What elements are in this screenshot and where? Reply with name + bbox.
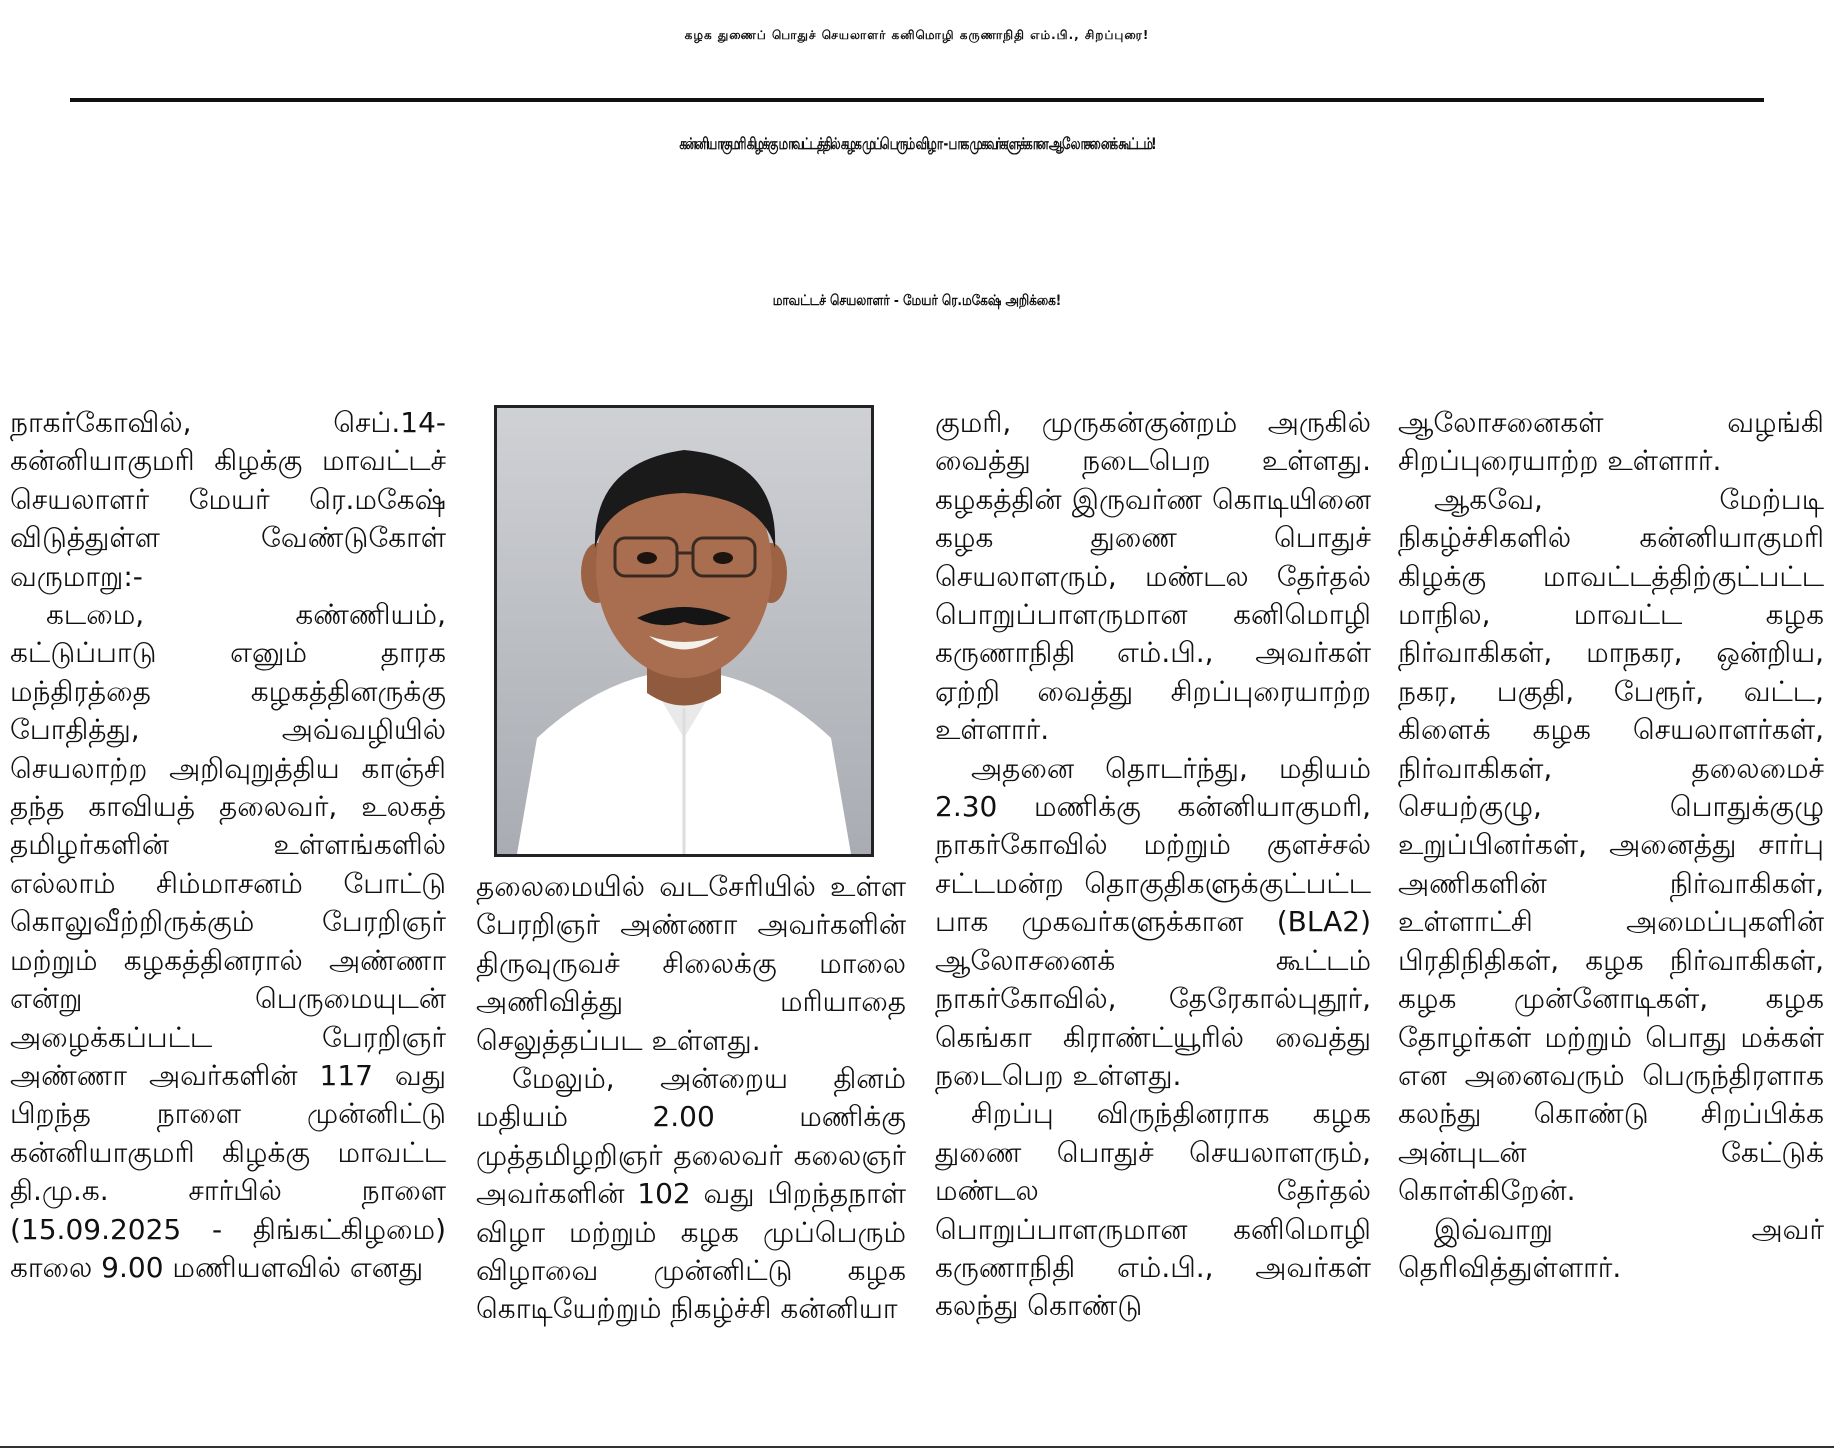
paragraph: ஆகவே, மேற்படி நிகழ்ச்சிகளில் கன்னியாகுமரி கிழக்கு மாவட்டத்திற்குட்பட்ட மாநில, மாவட்ட கழக நிர்வாகிகள், மாநகர, ஒன்றிய, நகர, பகுதி, பேரூர், வட்ட, கிளைக் கழக செயலாளர்கள், நிர்வாகிகள், தலைமைச் செயற்குழு, பொதுக்குழு உறுப்பினர்கள், அனைத்து சார்பு அணிகளின் நிர்வாகிகள், உள்ளாட்சி அமைப்புகளின் பிரதிநிதிகள், கழக நிர்வாகிகள், கழக முன்னோடிகள், கழக தோழர்கள் மற்றும் பொது மக்கள் என அனைவரும் பெருந்திரளாக கலந்து கொண்டு சிறப்பிக்க அன்புடன் கேட்டுக் கொள்கிறேன்.: [1398, 482, 1824, 1208]
portrait-photo: [494, 405, 874, 857]
paragraph: குமரி, முருகன்குன்றம் அருகில் வைத்து நடைபெற உள்ளது. கழகத்தின் இருவர்ண கொடியினை கழக துணை பொதுச் செயலாளரும், மண்டல தேர்தல் பொறுப்பாளருமான கனிமொழி கருணாநிதி எம்.பி., அவர்கள் ஏற்றி வைத்து சிறப்புரையாற்ற உள்ளார்.: [935, 406, 1371, 747]
paragraph: ஆலோசனைகள் வழங்கி சிறப்புரையாற்ற உள்ளார்.: [1398, 406, 1824, 478]
subheadline: மாவட்டச் செயலாளர் - மேயர் ரெ.மகேஷ் அறிக்கை!: [772, 292, 1062, 309]
bottom-rule: [0, 1446, 1834, 1448]
article-column-2: [476, 868, 906, 1450]
article-column-4: [1398, 404, 1824, 1450]
portrait-photo-icon: [497, 408, 871, 854]
paragraph: சிறப்பு விருந்தினராக கழக துணை பொதுச் செயலாளரும், மண்டல தேர்தல் பொறுப்பாளருமான கனிமொழி கருணாநிதி எம்.பி., அவர்கள் கலந்து கொண்டு: [935, 1097, 1371, 1323]
paragraph: அதனை தொடர்ந்து, மதியம் 2.30 மணிக்கு கன்னியாகுமரி, நாகர்கோவில் மற்றும் குளச்சல் சட்டமன்ற தொகுதிகளுக்குட்பட்ட பாக முகவர்களுக்கான (BLA2) ஆலோசனைக் கூட்டம் நாகர்கோவில், தேரேகால்புதூர், கெங்கா கிராண்ட்யூரில் வைத்து நடைபெற உள்ளது.: [935, 751, 1371, 1092]
paragraph: மேலும், அன்றைய தினம் மதியம் 2.00 மணிக்கு முத்தமிழறிஞர் தலைவர் கலைஞர் அவர்களின் 102 வது பிறந்தநாள் விழா மற்றும் கழக முப்பெரும் விழாவை முன்னிட்டு கழக கொடியேற்றும் நிகழ்ச்சி கன்னியா: [476, 1062, 906, 1326]
headline: கன்னியாகுமரி கிழக்கு மாவட்டத்தில் கழக முப்பெரும் விழா - பாக முகவர்களுக்கான ஆலோசனைக் கூட்டம்!: [679, 134, 1155, 153]
article-column-1: [10, 404, 446, 1450]
dateline-paragraph: நாகர்கோவில், செப்.14- கன்னியாகுமரி கிழக்கு மாவட்டச் செயலாளர் மேயர் ரெ.மகேஷ் விடுத்துள்ள வேண்டுகோள் வருமாறு:-: [10, 406, 446, 593]
paragraph: கடமை, கண்ணியம், கட்டுப்பாடு எனும் தாரக மந்திரத்தை கழகத்தினருக்கு போதித்து, அவ்வழியில் செயலாற்ற அறிவுறுத்திய காஞ்சி தந்த காவியத் தலைவர், உலகத் தமிழர்களின் உள்ளங்களில் எல்லாம் சிம்மாசனம் போட்டு கொலுவீற்றிருக்கும் பேரறிஞர் மற்றும் கழகத்தினரால் அண்ணா என்று பெருமையுடன் அழைக்கப்பட்ட பேரறிஞர் அண்ணா அவர்களின் 117 வது பிறந்த நாளை முன்னிட்டு கன்னியாகுமரி கிழக்கு மாவட்ட தி.மு.க. சார்பில் நாளை (15.09.2025 - திங்கட்கிழமை) காலை 9.00 மணியளவில் எனது: [10, 598, 446, 1284]
article-column-3: [935, 404, 1371, 1450]
header-rule: [70, 98, 1764, 102]
paragraph: தலைமையில் வடசேரியில் உள்ள பேரறிஞர் அண்ணா அவர்களின் திருவுருவச் சிலைக்கு மாலை அணிவித்து மரியாதை செலுத்தப்பட உள்ளது.: [476, 870, 906, 1057]
closing-paragraph: இவ்வாறு அவர் தெரிவித்துள்ளார்.: [1398, 1212, 1824, 1284]
kicker-line: கழக துணைப் பொதுச் செயலாளர் கனிமொழி கருணாநிதி எம்.பி., சிறப்புரை!: [684, 28, 1150, 42]
